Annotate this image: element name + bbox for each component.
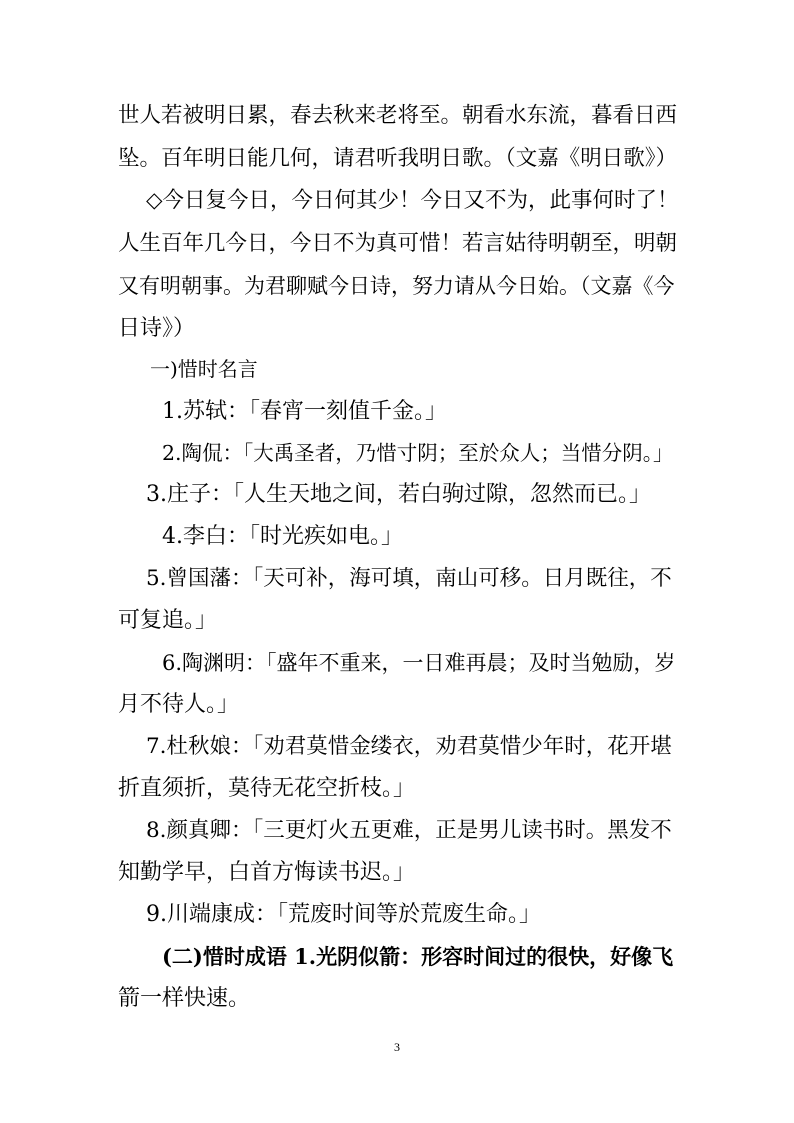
quote-item: 9.川端康成：「荒废时间等於荒废生命。」 bbox=[146, 902, 541, 927]
quote-item: 4.李白：「时光疾如电。」 bbox=[162, 524, 403, 549]
quote-item-continuation: 可复追。」 bbox=[118, 608, 218, 633]
text-line: 日诗》） bbox=[118, 316, 196, 341]
text-line: ◇今日复今日，今日何其少！今日又不为，此事何时了！ bbox=[146, 188, 679, 213]
quote-item: 7.杜秋娘：「劝君莫惜金缕衣，劝君莫惜少年时，花开堪 bbox=[146, 734, 672, 759]
quote-item: 6.陶渊明：「盛年不重来，一日难再晨；及时当勉励，岁 bbox=[162, 651, 676, 675]
text-line: 坠。百年明日能几何，请君听我明日歌。（文嘉《明日歌》） bbox=[118, 146, 678, 171]
quote-item: 1.苏轼：「春宵一刻值千金。」 bbox=[162, 399, 447, 424]
quote-item: 2.陶侃：「大禹圣者，乃惜寸阴；至於众人；当惜分阴。」 bbox=[162, 441, 674, 465]
text-line: 又有明朝事。为君聊赋今日诗，努力请从今日始。（文嘉《今 bbox=[118, 274, 675, 298]
section-heading: 一)惜时名言 bbox=[150, 357, 258, 381]
text-line: 世人若被明日累，春去秋来老将至。朝看水东流，暮看日西 bbox=[118, 103, 678, 128]
quote-item: 8.颜真卿：「三更灯火五更难，正是男儿读书时。黑发不 bbox=[146, 818, 672, 843]
quote-item: 3.庄子：「人生天地之间，若白驹过隙，忽然而已。」 bbox=[146, 482, 651, 507]
quote-item-continuation: 知勤学早，白首方悔读书迟。」 bbox=[118, 860, 416, 885]
quote-item: 5.曾国藩：「天可补，海可填，南山可移。日月既往，不 bbox=[146, 566, 672, 591]
idiom-section-line: (二)惜时成语 1.光阴似箭：形容时间过的很快，好像飞 bbox=[162, 944, 674, 969]
text-line: 人生百年几今日，今日不为真可惜！若言姑待明朝至，明朝 bbox=[118, 231, 678, 256]
idiom-section-continuation: 箭一样快速。 bbox=[118, 986, 251, 1011]
quote-item-continuation: 月不待人。」 bbox=[118, 692, 240, 717]
quote-item-continuation: 折直须折，莫待无花空折枝。」 bbox=[118, 776, 416, 801]
page-number: 3 bbox=[394, 1040, 400, 1054]
